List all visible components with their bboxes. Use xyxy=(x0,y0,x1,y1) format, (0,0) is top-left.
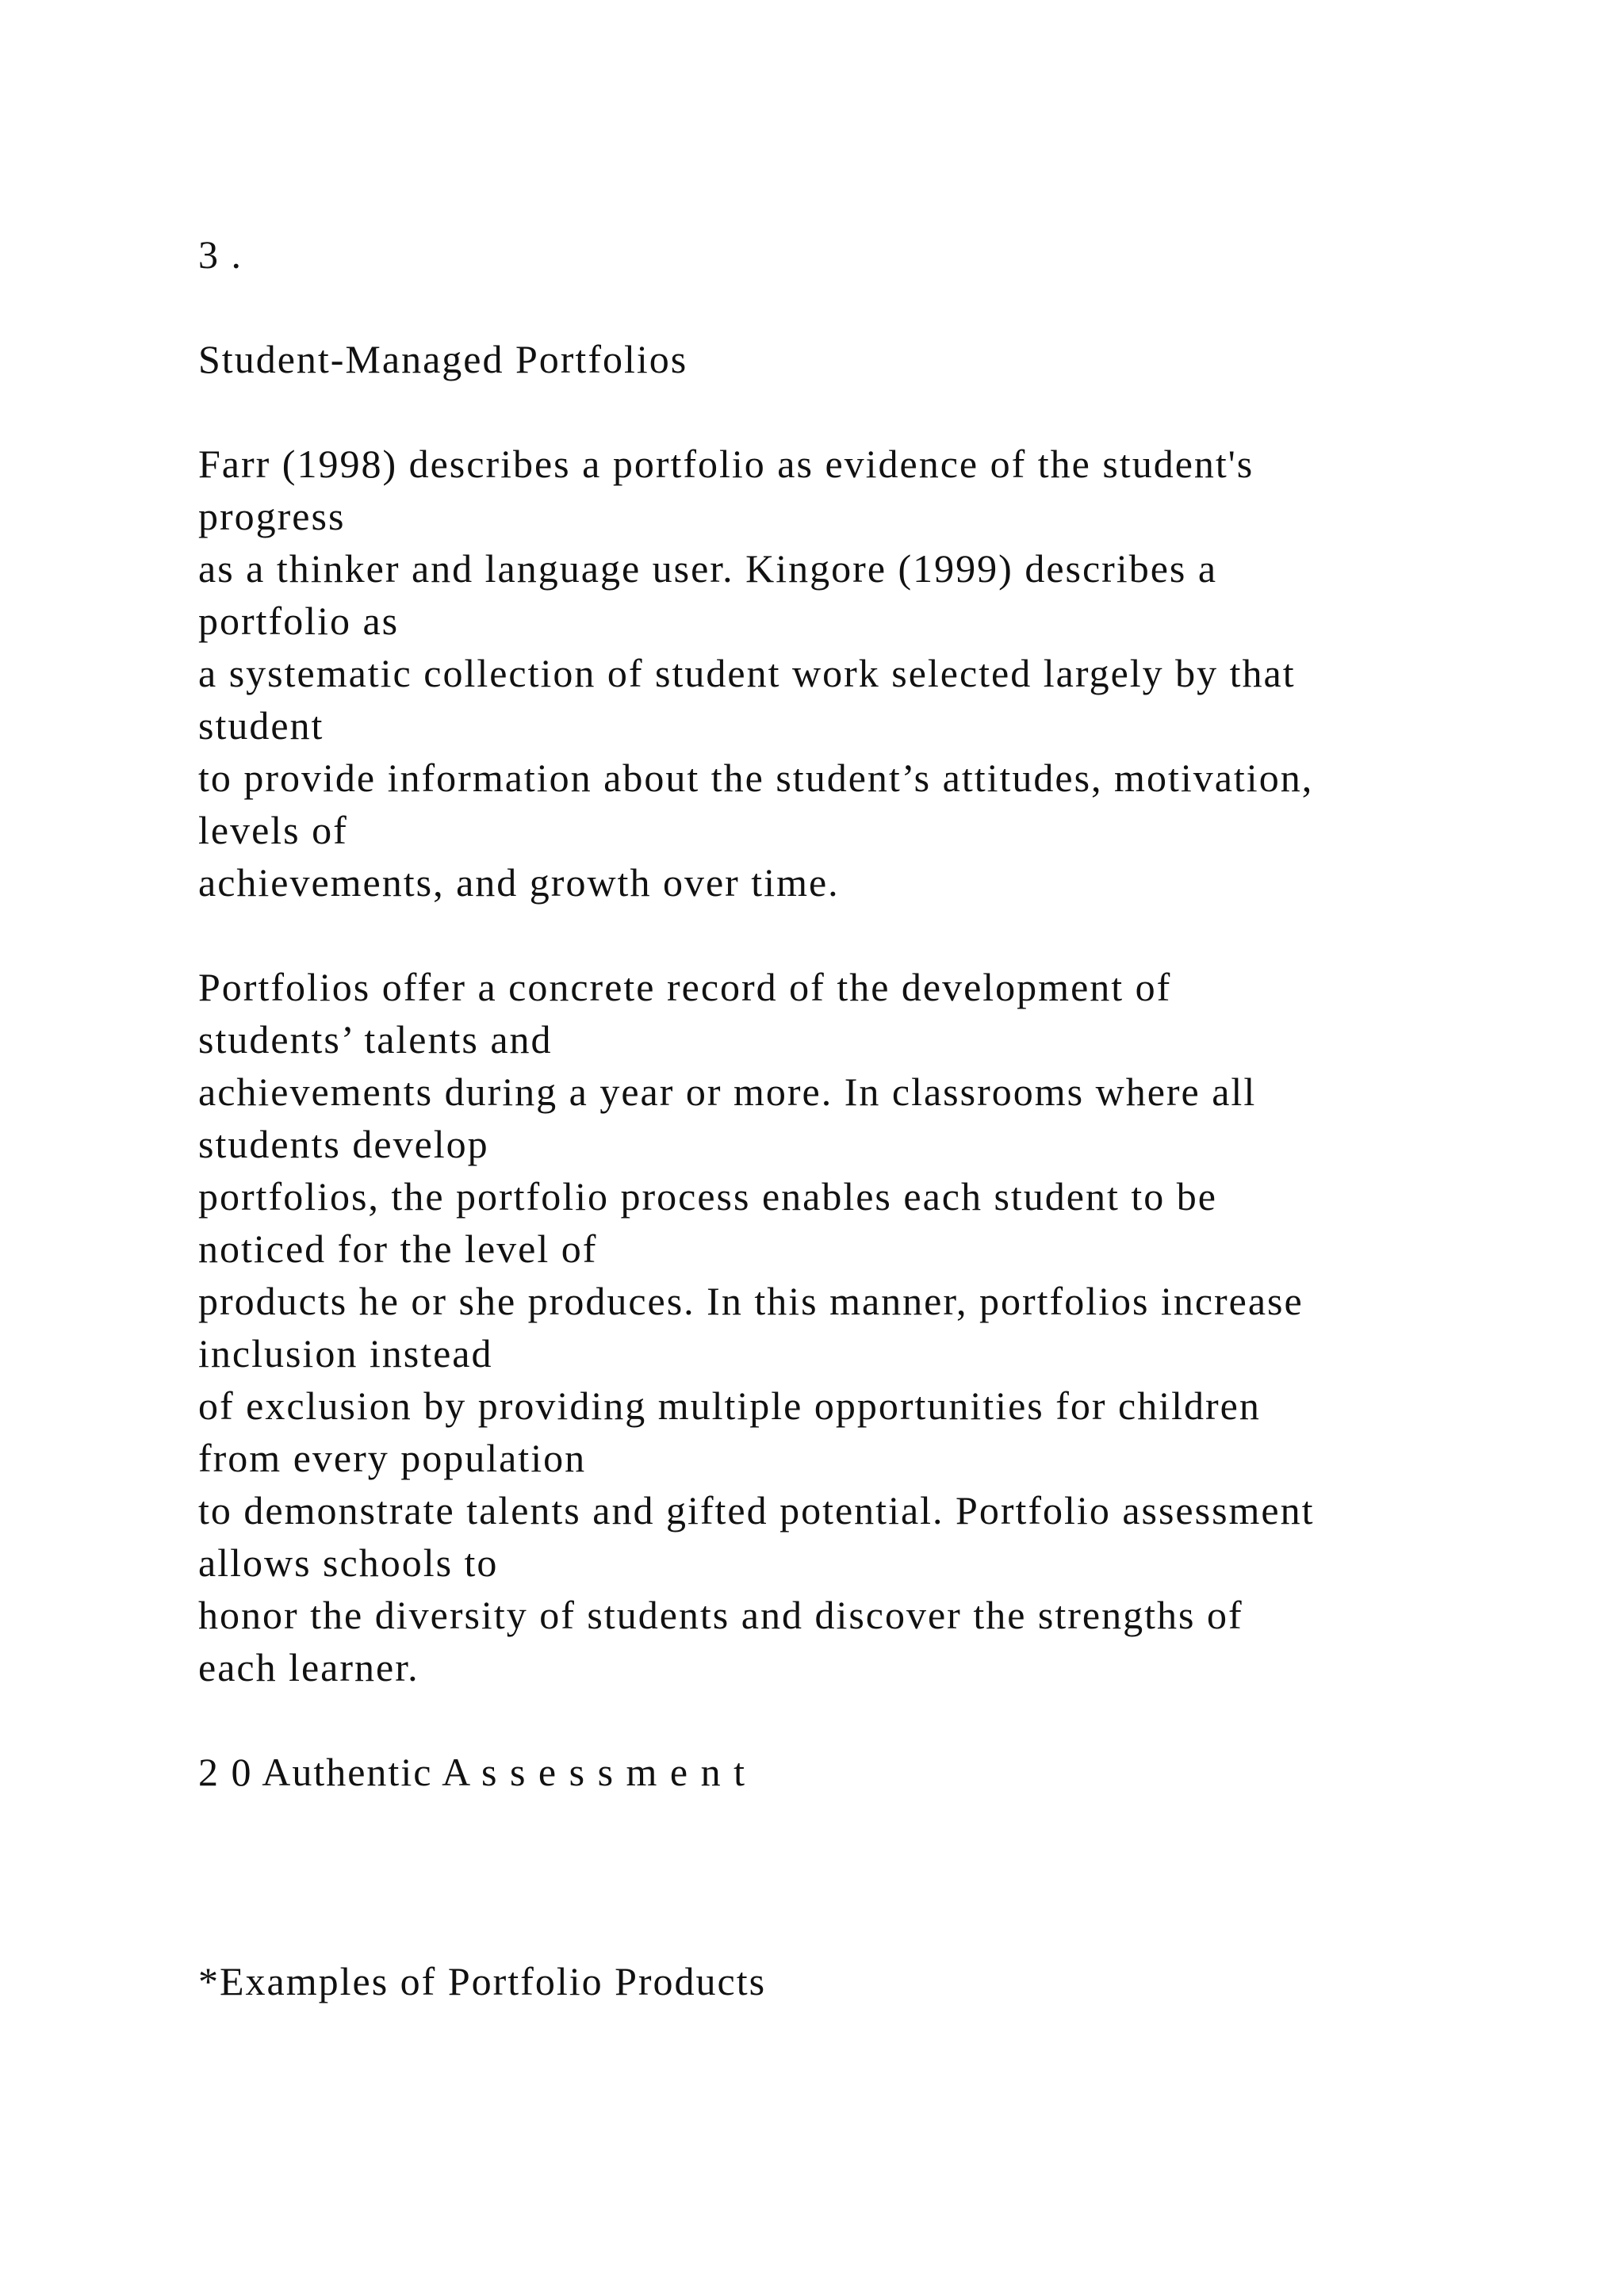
paragraph-line: a systematic collection of student work selected largely by that xyxy=(198,651,1296,695)
section-number: 3 . xyxy=(198,232,243,277)
paragraph-line: inclusion instead xyxy=(198,1331,493,1376)
document-body xyxy=(198,228,1483,2007)
paragraph-line: achievements during a year or more. In classrooms where all xyxy=(198,1070,1257,1114)
paragraph-line: Farr (1998) describes a portfolio as evidence of the student's xyxy=(198,442,1254,486)
paragraph-line: achievements, and growth over time. xyxy=(198,860,840,905)
paragraph-line: as a thinker and language user. Kingore (1999) describes a xyxy=(198,546,1218,591)
paragraph-line: Portfolios offer a concrete record of the development of xyxy=(198,965,1172,1009)
paragraph-line: students’ talents and xyxy=(198,1017,553,1062)
paragraph-line: each learner. xyxy=(198,1645,419,1689)
next-section-heading: *Examples of Portfolio Products xyxy=(198,1959,767,2003)
blank-line xyxy=(198,385,1483,438)
paragraph-2 xyxy=(198,961,1483,1693)
section-heading: Student-Managed Portfolios xyxy=(198,337,688,381)
paragraph-line: to demonstrate talents and gifted potential. Portfolio assessment xyxy=(198,1488,1315,1533)
paragraph-line: levels of xyxy=(198,808,348,852)
paragraph-line: allows schools to xyxy=(198,1540,499,1585)
paragraph-line: student xyxy=(198,703,324,748)
blank-space xyxy=(198,1798,1483,1955)
paragraph-line: portfolio as xyxy=(198,599,400,643)
paragraph-line: portfolios, the portfolio process enables each student to be xyxy=(198,1174,1217,1219)
paragraph-line: honor the diversity of students and discover the strengths of xyxy=(198,1593,1243,1637)
paragraph-line: to provide information about the student’s attitudes, motivation, xyxy=(198,756,1314,800)
paragraph-line: from every population xyxy=(198,1436,587,1480)
blank-line xyxy=(198,1693,1483,1746)
paragraph-line: progress xyxy=(198,494,346,538)
page-footer: 2 0 Authentic A s s e s s m e n t xyxy=(198,1750,746,1794)
paragraph-line: of exclusion by providing multiple opportunities for children xyxy=(198,1383,1261,1428)
paragraph-line: noticed for the level of xyxy=(198,1226,598,1271)
paragraph-line: students develop xyxy=(198,1122,489,1166)
paragraph-line: products he or she produces. In this manner, portfolios increase xyxy=(198,1279,1304,1323)
paragraph-1 xyxy=(198,438,1483,909)
blank-line xyxy=(198,281,1483,333)
blank-line xyxy=(198,909,1483,961)
